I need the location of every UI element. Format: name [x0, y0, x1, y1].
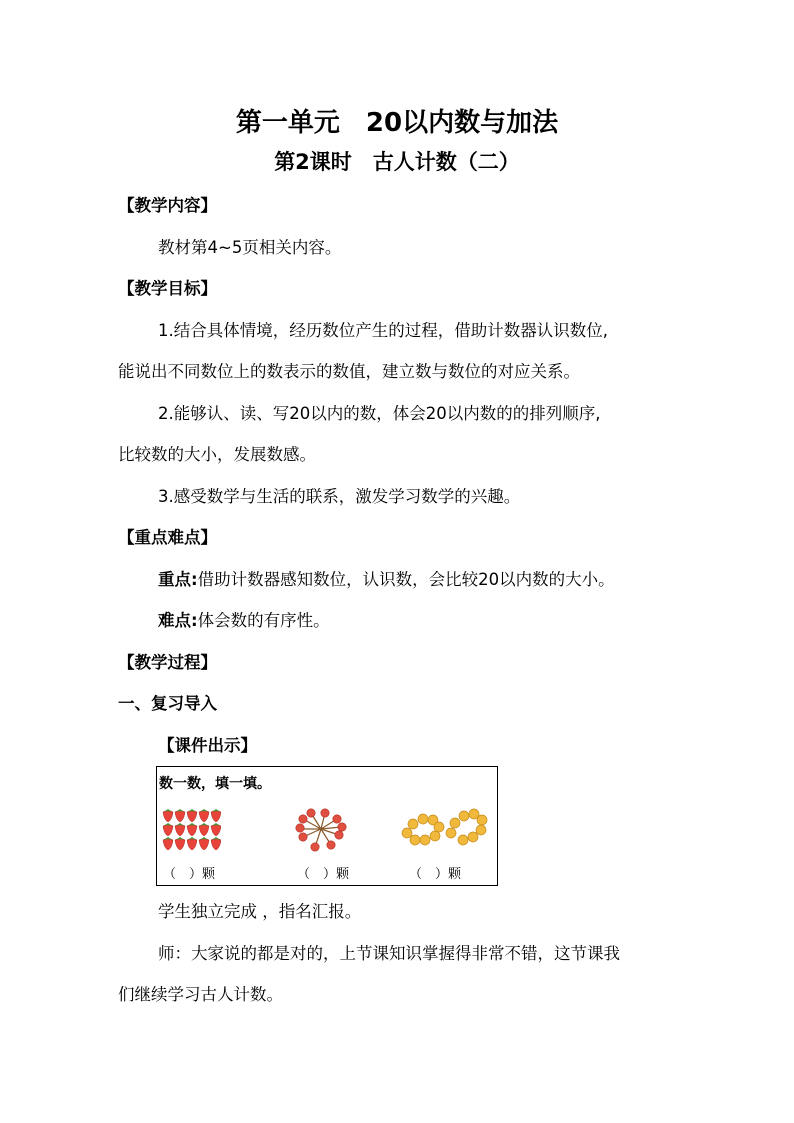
strawberry: [187, 823, 197, 836]
strawberry: [175, 823, 185, 836]
strawberry: [199, 837, 209, 850]
blank-beads: （ ）颗: [409, 867, 462, 882]
strawberry: [199, 823, 209, 836]
process-heading: 【教学过程】: [118, 653, 217, 672]
goal2-line1: 2.能够认、读、写20以内的数，体会20以内数的的排列顺序,: [158, 404, 601, 423]
content-heading: 【教学内容】: [118, 196, 217, 215]
strawberry-group: [163, 809, 221, 850]
after-line3: 们继续学习古人计数。: [118, 985, 283, 1004]
strawberry: [163, 809, 173, 822]
bead-string-right: [446, 809, 487, 845]
goal3: 3.感受数学与生活的联系，激发学习数学的兴趣。: [158, 487, 521, 506]
strawberry: [199, 809, 209, 822]
cherries-image: [295, 807, 347, 853]
exercise-box: [156, 766, 498, 886]
blank-cherries: （ ）颗: [297, 867, 350, 882]
goal1-line1: 1.结合具体情境，经历数位产生的过程，借助计数器认识数位,: [158, 321, 608, 340]
goal2-line2: 比较数的大小，发展数感。: [118, 445, 316, 464]
strawberry: [163, 837, 173, 850]
difficulty-text: 体会数的有序性。: [197, 611, 330, 630]
goal1-line2: 能说出不同数位上的数表示的数值，建立数与数位的对应关系。: [118, 362, 580, 381]
strawberries-image: [159, 805, 221, 853]
strawberry: [163, 823, 173, 836]
key-text: 借助计数器感知数位，认识数，会比较20以内数的大小。: [197, 570, 615, 589]
exercise-title: 数一数，填一填。: [159, 776, 271, 792]
strawberry: [187, 809, 197, 822]
difficulty-point: [158, 607, 330, 631]
page-subtitle: 第2课时 古人计数（二）: [274, 150, 520, 174]
strawberry: [175, 809, 185, 822]
key-heading: 【重点难点】: [118, 528, 217, 547]
strawberry: [211, 837, 221, 850]
strawberry: [187, 837, 197, 850]
difficulty-label: 难点:: [158, 611, 198, 630]
strawberry: [175, 837, 185, 850]
beads-image: [401, 807, 489, 849]
content-text: 教材第4~5页相关内容。: [158, 238, 342, 257]
strawberry: [211, 823, 221, 836]
key-point: [158, 566, 615, 590]
page-title: 第一单元 20以内数与加法: [235, 108, 559, 138]
blank-strawberries: （ ）颗: [163, 867, 216, 882]
strawberry: [211, 809, 221, 822]
key-label: 重点:: [158, 570, 198, 589]
after-line2: 师：大家说的都是对的，上节课知识掌握得非常不错，这节课我: [158, 944, 620, 963]
after-line1: 学生独立完成 ，指名汇报。: [158, 902, 362, 921]
courseware-heading: 【课件出示】: [158, 736, 257, 755]
step1-heading: 一、复习导入: [118, 694, 217, 713]
bead-string-left: [402, 814, 444, 845]
goals-heading: 【教学目标】: [118, 279, 217, 298]
